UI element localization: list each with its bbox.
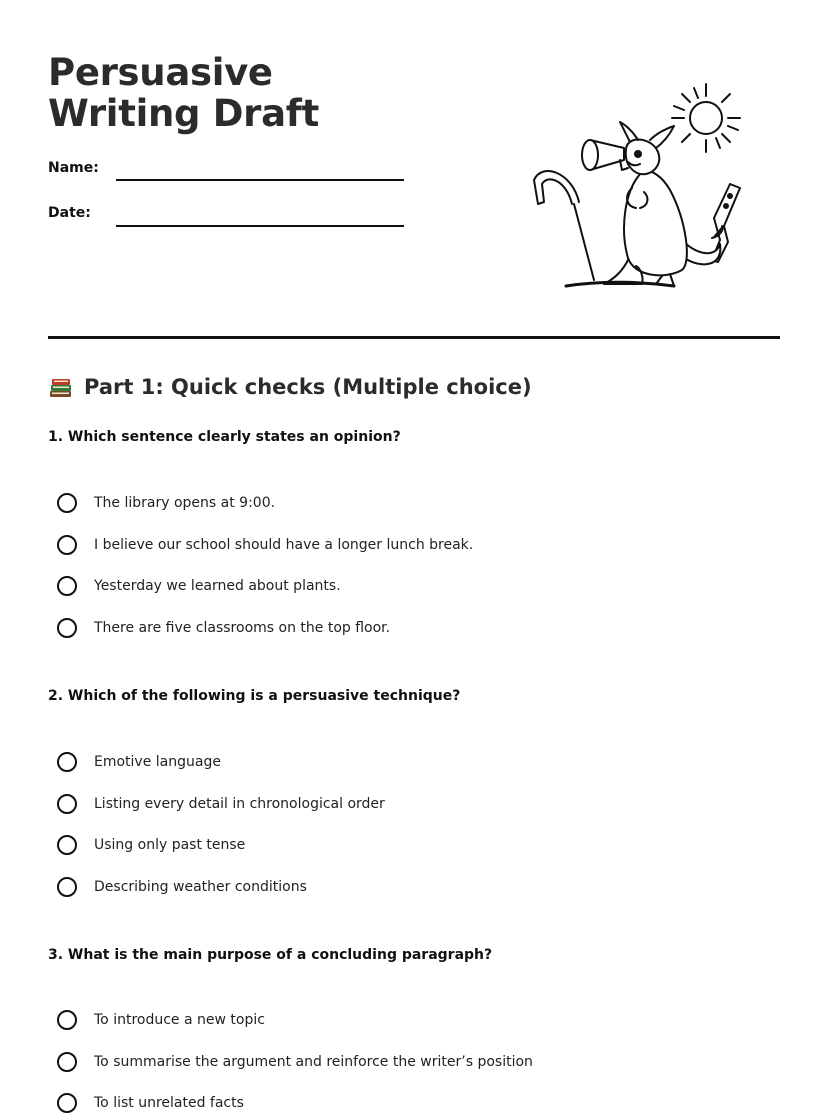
option-label: Listing every detail in chronological order [94, 796, 385, 812]
radio-button[interactable] [57, 877, 77, 897]
worksheet-title: Persuasive Writing Draft [48, 51, 319, 135]
question-3: 3. What is the main purpose of a concluding paragraph? [48, 947, 493, 963]
option-label: To introduce a new topic [94, 1012, 265, 1028]
date-label: Date: [48, 205, 91, 221]
q1-option-4[interactable] [57, 616, 390, 640]
option-label: Using only past tense [94, 837, 246, 853]
radio-button[interactable] [57, 1093, 77, 1113]
question-1: 1. Which sentence clearly states an opinion? [48, 429, 401, 445]
radio-button[interactable] [57, 1010, 77, 1030]
question-2: 2. Which of the following is a persuasive technique? [48, 688, 461, 704]
option-label: I believe our school should have a longer lunch break. [94, 537, 474, 553]
q3-option-2[interactable] [57, 1050, 533, 1074]
date-field-row [48, 205, 408, 229]
q2-option-1[interactable] [57, 750, 221, 774]
radio-button[interactable] [57, 618, 77, 638]
q1-option-1[interactable] [57, 491, 275, 515]
cane-icon [534, 171, 594, 280]
radio-button[interactable] [57, 493, 77, 513]
option-label: There are five classrooms on the top floor. [94, 620, 391, 636]
radio-button[interactable] [57, 535, 77, 555]
q1-option-2[interactable] [57, 533, 473, 557]
radio-button[interactable] [57, 835, 77, 855]
q3-option-1[interactable] [57, 1008, 265, 1032]
name-label: Name: [48, 160, 99, 176]
name-field-row [48, 160, 408, 184]
q1-option-3[interactable] [57, 574, 341, 598]
option-label: Describing weather conditions [94, 879, 307, 895]
kangaroo-with-megaphone-illustration [524, 80, 744, 292]
date-field[interactable] [116, 225, 404, 227]
option-label: The library opens at 9:00. [94, 495, 276, 511]
option-label: Emotive language [94, 754, 221, 770]
q3-option-3[interactable] [57, 1091, 244, 1115]
megaphone-icon [582, 140, 628, 170]
radio-button[interactable] [57, 794, 77, 814]
part1-heading-text: Part 1: Quick checks (Multiple choice) [84, 375, 532, 399]
books-icon [48, 374, 74, 400]
option-label: To summarise the argument and reinforce the writer’s position [94, 1054, 533, 1070]
q2-option-2[interactable] [57, 792, 385, 816]
option-label: Yesterday we learned about plants. [94, 578, 341, 594]
radio-button[interactable] [57, 576, 77, 596]
sun-icon [672, 84, 740, 152]
q2-option-3[interactable] [57, 833, 245, 857]
name-field[interactable] [116, 179, 404, 181]
radio-button[interactable] [57, 752, 77, 772]
part1-heading [48, 374, 532, 400]
option-label: To list unrelated facts [94, 1095, 244, 1111]
radio-button[interactable] [57, 1052, 77, 1072]
section-divider [48, 336, 780, 339]
q2-option-4[interactable] [57, 875, 307, 899]
